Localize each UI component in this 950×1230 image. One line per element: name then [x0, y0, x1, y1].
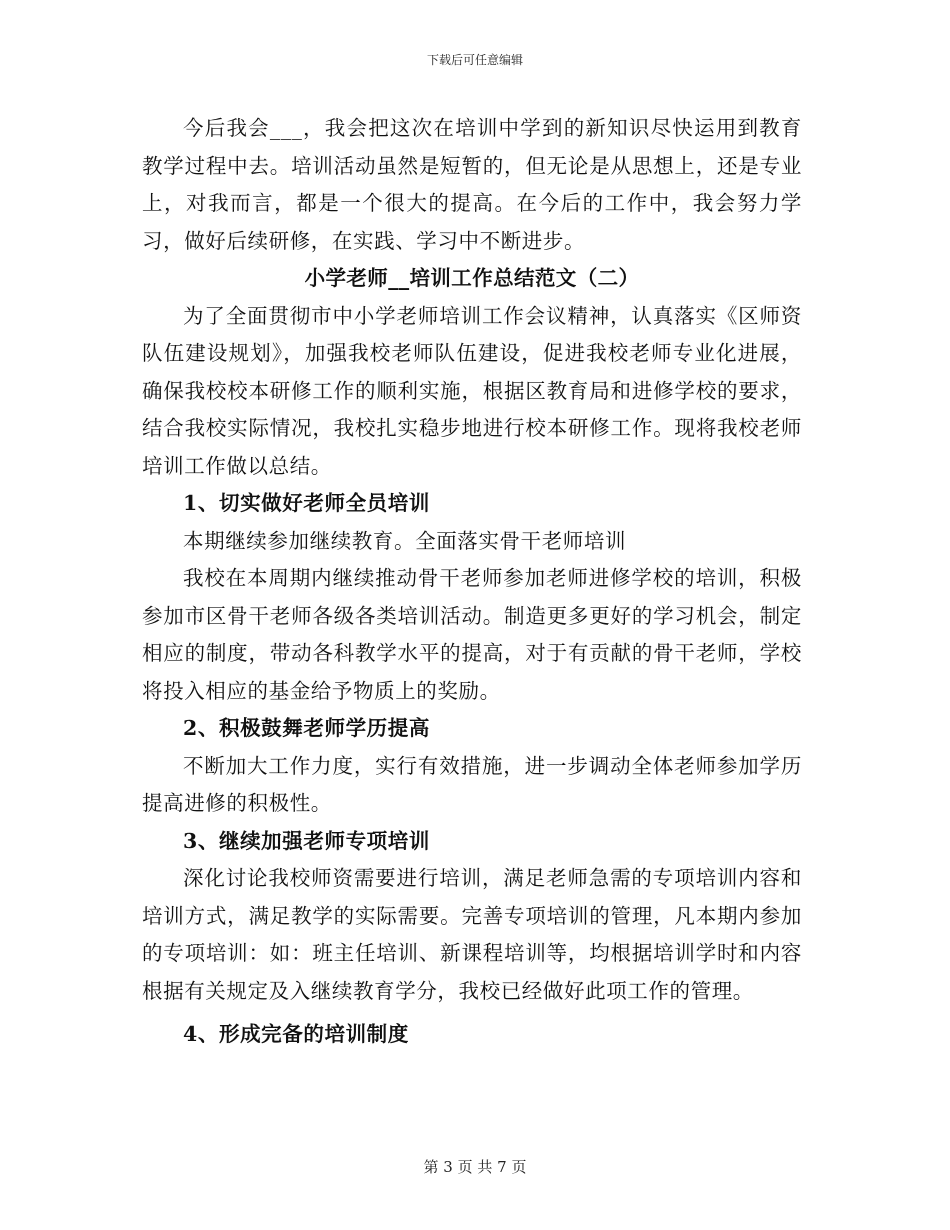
paragraph-degree-improvement: 不断加大工作力度，实行有效措施，进一步调动全体老师参加学历提高进修的积极性。	[142, 753, 802, 815]
document-body	[142, 110, 802, 1054]
paragraph-continuing-education: 本期继续参加继续教育。全面落实骨干老师培训	[183, 528, 627, 553]
page-header: 下载后可任意编辑	[426, 53, 523, 67]
heading-1: 1、切实做好老师全员培训	[183, 491, 430, 515]
heading-2: 2、积极鼓舞老师学历提高	[183, 716, 430, 740]
section-title: 小学老师__培训工作总结范文（二）	[304, 266, 640, 290]
paragraph-backbone-teachers: 我校在本周期内继续推动骨干老师参加老师进修学校的培训，积极参加市区骨干老师各级各类培训活动。制造更多更好的学习机会，制定相应的制度，带动各科教学水平的提高，对于有贡献的骨干老师，学校将投入相应的基金给予物质上的奖励。	[142, 566, 802, 703]
paragraph-introduction: 为了全面贯彻市中小学老师培训工作会议精神，认真落实《区师资队伍建设规划》，加强我校老师队伍建设，促进我校老师专业化进展，确保我校校本研修工作的顺利实施，根据区教育局和进修学校的要求，结合我校实际情况，我校扎实稳步地进行校本研修工作。现将我校老师培训工作做以总结。	[142, 303, 802, 478]
heading-3: 3、继续加强老师专项培训	[183, 828, 430, 853]
page-number: 第 3 页 共 7 页	[423, 1158, 527, 1176]
paragraph-special-training: 深化讨论我校师资需要进行培训，满足老师急需的专项培训内容和培训方式，满足教学的实际需要。完善专项培训的管理，凡本期内参加的专项培训：如：班主任培训、新课程培训等，均根据培训学时和内容根据有关规定及入继续教育学分，我校已经做好此项工作的管理。	[142, 866, 802, 1003]
paragraph-closing-remarks: 今后我会___，我会把这次在培训中学到的新知识尽快运用到教育教学过程中去。培训活动虽然是短暂的，但无论是从思想上，还是专业上，对我而言，都是一个很大的提高。在今后的工作中，我会努力学习，做好后续研修，在实践、学习中不断进步。	[142, 116, 802, 253]
heading-4: 4、形成完备的培训制度	[183, 1022, 409, 1046]
